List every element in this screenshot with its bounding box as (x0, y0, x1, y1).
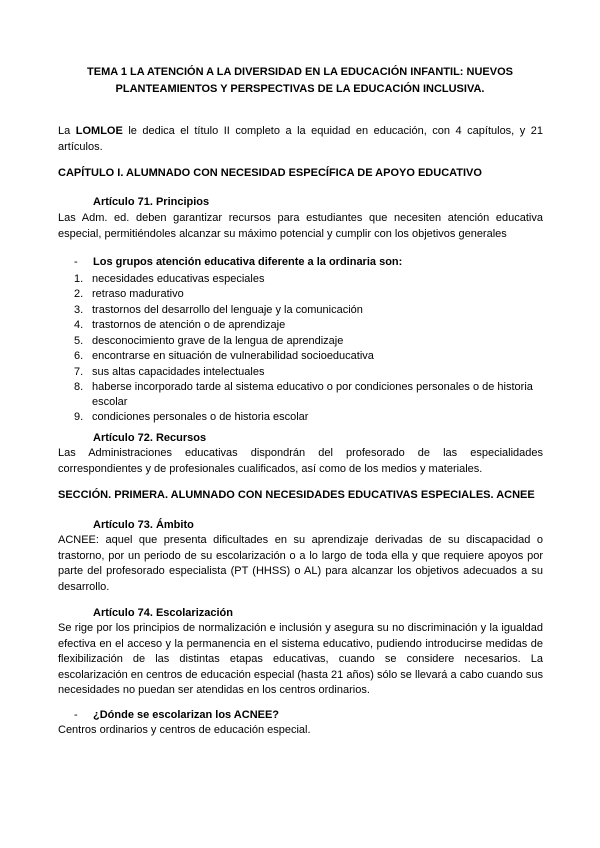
list-item (58, 365, 543, 380)
acnee-question (74, 709, 279, 721)
document-title (70, 64, 530, 98)
list-item-number: 8. (74, 381, 84, 394)
list-item-text: retraso madurativo (92, 288, 184, 301)
list-item-text: encontrarse en situación de vulnerabilidad socioeducativa (92, 350, 374, 363)
list-item (58, 410, 543, 425)
question-text: ¿Dónde se escolarizan los ACNEE? (93, 709, 280, 721)
article-74-text: Se rige por los principios de normalización e inclusión y asegura su no discriminación y la igualdad efectiva en el acceso y la permanencia en el sistema educativo, pudiendo introducirse medidas de flexibilización de las distintas etapas educativas, cuando se considere necesarios. La escolarización en centros de educación especial (hasta 21 años) sólo se llevará a cabo cuando sus necesidades no puedan ser atendidas en los centros ordinarios. (58, 622, 543, 696)
list-item-number: 1. (74, 273, 84, 285)
question-dash: - (74, 709, 78, 721)
article-72-text: Las Administraciones educativas dispondrán del profesorado de las especialidades correspondientes y de profesionales cualificados, así como de los medios y materiales. (58, 447, 543, 475)
groups-list (58, 272, 543, 426)
groups-heading-text: Los grupos atención educativa diferente a la ordinaria son: (93, 256, 403, 268)
list-item-text: trastornos de atención o de aprendizaje (92, 319, 286, 332)
list-item (58, 349, 543, 364)
article-71-text: Las Adm. ed. deben garantizar recursos para estudiantes que necesiten atención educativa especial, permitiéndoles alcanzar su máximo potencial y cumplir con los objetivos generales (58, 212, 543, 240)
intro-lead: La (58, 125, 76, 137)
title-line-1: TEMA 1 LA ATENCIÓN A LA DIVERSIDAD EN LA EDUCACIÓN INFANTIL: NUEVOS (87, 66, 513, 78)
section-1-heading: SECCIÓN. PRIMERA. ALUMNADO CON NECESIDADES EDUCATIVAS ESPECIALES. ACNEE (58, 489, 535, 501)
article-72-title: Artículo 72. Recursos (93, 432, 207, 444)
list-item-number: 5. (74, 334, 84, 347)
list-item (58, 380, 543, 409)
list-item-number: 2. (74, 288, 84, 301)
list-item-text: necesidades educativas especiales (92, 273, 265, 285)
list-item (58, 272, 543, 287)
list-item-text: trastornos del desarrollo del lenguaje y la comunicación (92, 303, 363, 316)
list-item-number: 6. (74, 350, 84, 363)
list-item-number: 7. (74, 365, 84, 378)
list-item (58, 334, 543, 349)
list-item (58, 318, 543, 333)
list-item-text: condiciones personales o de historia escolar (92, 411, 309, 424)
intro-paragraph (58, 124, 543, 155)
list-item (58, 287, 543, 302)
list-item (58, 303, 543, 318)
list-item-number: 4. (74, 319, 84, 332)
list-item-text: desconocimiento grave de la lengua de aprendizaje (92, 334, 344, 347)
list-item-text: haberse incorporado tarde al sistema educativo o por condiciones personales o de historia escolar (92, 381, 533, 408)
intro-law-name: LOMLOE (75, 125, 123, 137)
chapter-1-heading: CAPÍTULO I. ALUMNADO CON NECESIDAD ESPECÍFICA DE APOYO EDUCATIVO (58, 167, 482, 179)
article-73-title: Artículo 73. Ámbito (93, 519, 194, 531)
list-item-text: sus altas capacidades intelectuales (92, 365, 265, 378)
article-71-title: Artículo 71. Principios (93, 196, 210, 208)
groups-heading (74, 256, 402, 268)
list-item-number: 3. (74, 303, 84, 316)
article-73-text: ACNEE: aquel que presenta dificultades en su aprendizaje derivadas de su discapacidad o trastorno, por un periodo de su escolarización o a lo largo de toda ella y que requiere apoyos por parte del profesorado especialista (PT (HHSS) o AL) para alcanzar los objetivos adecuados a su desarrollo. (58, 534, 543, 593)
title-line-2: PLANTEAMIENTOS Y PERSPECTIVAS DE LA EDUCACIÓN INCLUSIVA. (115, 83, 485, 95)
acnee-answer: Centros ordinarios y centros de educación especial. (58, 724, 311, 736)
article-74-title: Artículo 74. Escolarización (93, 607, 233, 619)
intro-rest: le dedica el título II completo a la equidad en educación, con 4 capítulos, y 21 artículos. (58, 125, 543, 153)
list-item-number: 9. (74, 411, 84, 424)
groups-dash: - (74, 256, 78, 268)
